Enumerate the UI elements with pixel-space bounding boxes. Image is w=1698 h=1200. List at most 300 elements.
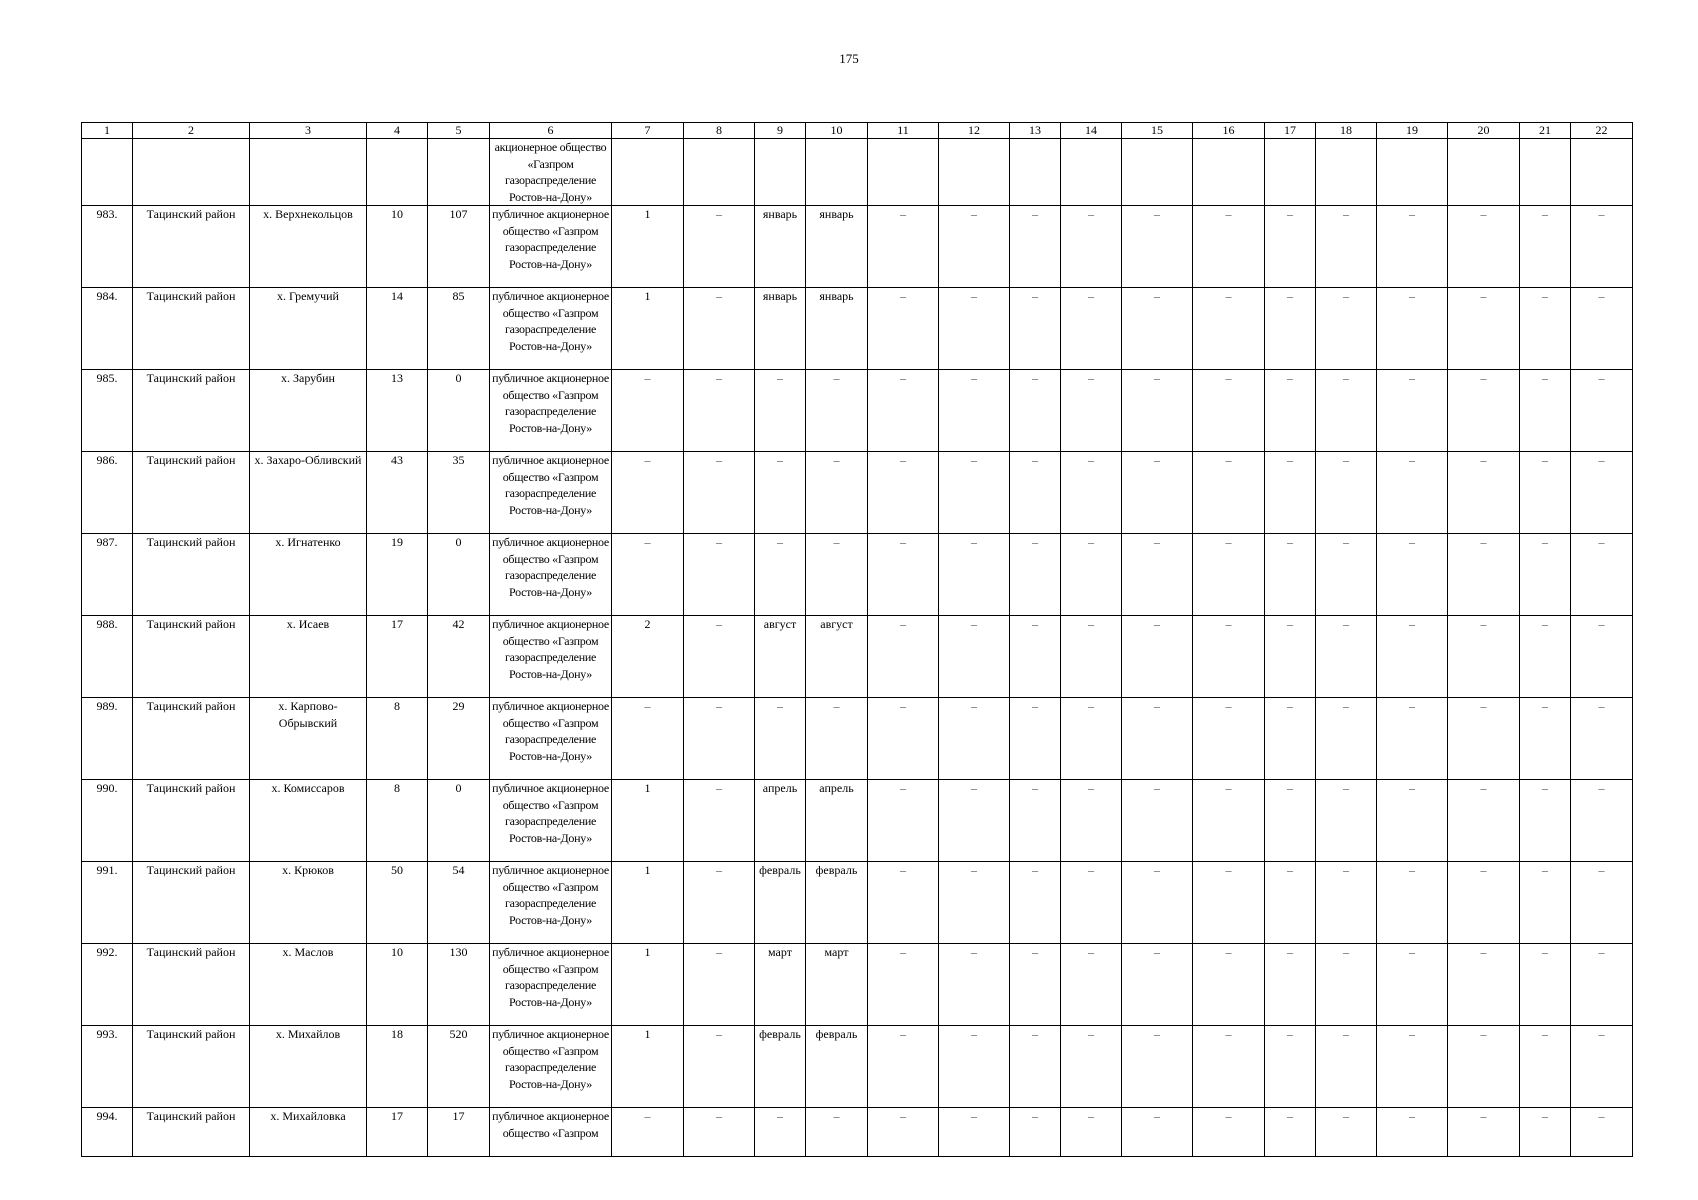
column-4-cell: 8 (367, 780, 428, 862)
empty-cell (133, 139, 250, 206)
district-cell: Тацинский район (133, 1026, 250, 1108)
row-number-cell: 985. (82, 370, 133, 452)
column-20-cell: – (1448, 534, 1520, 616)
column-15-cell: – (1122, 452, 1193, 534)
column-12-cell: – (939, 452, 1010, 534)
column-19-cell: – (1377, 944, 1448, 1026)
month-start-cell: февраль (755, 1026, 806, 1108)
empty-cell (684, 139, 755, 206)
column-13-cell: – (1010, 534, 1061, 616)
column-18-cell: – (1316, 370, 1377, 452)
column-17-cell: – (1265, 780, 1316, 862)
month-end-cell: февраль (806, 1026, 868, 1108)
column-18-cell: – (1316, 452, 1377, 534)
month-end-cell: – (806, 452, 868, 534)
column-13-cell: – (1010, 780, 1061, 862)
column-15-cell: – (1122, 862, 1193, 944)
month-start-cell: – (755, 1108, 806, 1157)
entity-cell: публичное акционерное общество «Газпром (490, 1108, 612, 1157)
column-7-cell: – (612, 698, 684, 780)
column-17-cell: – (1265, 206, 1316, 288)
column-4-cell: 10 (367, 206, 428, 288)
column-13-cell: – (1010, 1026, 1061, 1108)
column-20-cell: – (1448, 370, 1520, 452)
column-22-cell: – (1571, 780, 1633, 862)
column-header: 14 (1061, 123, 1122, 139)
column-header: 15 (1122, 123, 1193, 139)
column-15-cell: – (1122, 370, 1193, 452)
column-15-cell: – (1122, 1026, 1193, 1108)
month-end-cell: – (806, 1108, 868, 1157)
column-15-cell: – (1122, 780, 1193, 862)
column-16-cell: – (1193, 288, 1265, 370)
month-end-cell: апрель (806, 780, 868, 862)
column-19-cell: – (1377, 452, 1448, 534)
table-row (82, 944, 1633, 1026)
column-header: 9 (755, 123, 806, 139)
entity-cell: публичное акционерное общество «Газпром газораспределение Ростов-на-Дону» (490, 370, 612, 452)
column-16-cell: – (1193, 862, 1265, 944)
column-18-cell: – (1316, 534, 1377, 616)
empty-cell (1448, 139, 1520, 206)
settlement-cell: х. Гремучий (250, 288, 367, 370)
column-16-cell: – (1193, 534, 1265, 616)
column-17-cell: – (1265, 698, 1316, 780)
column-13-cell: – (1010, 370, 1061, 452)
column-17-cell: – (1265, 616, 1316, 698)
column-8-cell: – (684, 534, 755, 616)
column-19-cell: – (1377, 698, 1448, 780)
row-number-cell: 992. (82, 944, 133, 1026)
row-number-cell: 984. (82, 288, 133, 370)
column-17-cell: – (1265, 370, 1316, 452)
column-4-cell: 19 (367, 534, 428, 616)
column-21-cell: – (1520, 862, 1571, 944)
column-4-cell: 10 (367, 944, 428, 1026)
column-8-cell: – (684, 206, 755, 288)
continuation-row (82, 139, 1633, 206)
table-row (82, 616, 1633, 698)
column-14-cell: – (1061, 452, 1122, 534)
column-20-cell: – (1448, 698, 1520, 780)
district-cell: Тацинский район (133, 452, 250, 534)
column-18-cell: – (1316, 780, 1377, 862)
month-end-cell: январь (806, 288, 868, 370)
column-16-cell: – (1193, 944, 1265, 1026)
column-19-cell: – (1377, 534, 1448, 616)
district-cell: Тацинский район (133, 780, 250, 862)
column-5-cell: 130 (428, 944, 490, 1026)
entity-cell: публичное акционерное общество «Газпром газораспределение Ростов-на-Дону» (490, 780, 612, 862)
column-12-cell: – (939, 370, 1010, 452)
column-19-cell: – (1377, 862, 1448, 944)
column-21-cell: – (1520, 616, 1571, 698)
empty-cell (1010, 139, 1061, 206)
settlement-cell: х. Исаев (250, 616, 367, 698)
column-20-cell: – (1448, 1108, 1520, 1157)
column-7-cell: 1 (612, 862, 684, 944)
column-21-cell: – (1520, 1108, 1571, 1157)
entity-cell: публичное акционерное общество «Газпром газораспределение Ростов-на-Дону» (490, 1026, 612, 1108)
settlement-cell: х. Михайлов (250, 1026, 367, 1108)
column-20-cell: – (1448, 944, 1520, 1026)
month-end-cell: январь (806, 206, 868, 288)
column-17-cell: – (1265, 862, 1316, 944)
month-end-cell: февраль (806, 862, 868, 944)
empty-cell (1265, 139, 1316, 206)
month-end-cell: – (806, 370, 868, 452)
table-row (82, 534, 1633, 616)
column-header: 22 (1571, 123, 1633, 139)
column-18-cell: – (1316, 1026, 1377, 1108)
district-cell: Тацинский район (133, 1108, 250, 1157)
column-16-cell: – (1193, 1026, 1265, 1108)
column-header: 4 (367, 123, 428, 139)
month-end-cell: – (806, 534, 868, 616)
month-start-cell: август (755, 616, 806, 698)
entity-cell: публичное акционерное общество «Газпром газораспределение Ростов-на-Дону» (490, 288, 612, 370)
column-13-cell: – (1010, 616, 1061, 698)
entity-cell: публичное акционерное общество «Газпром газораспределение Ростов-на-Дону» (490, 206, 612, 288)
district-cell: Тацинский район (133, 862, 250, 944)
column-22-cell: – (1571, 944, 1633, 1026)
column-4-cell: 13 (367, 370, 428, 452)
column-5-cell: 0 (428, 370, 490, 452)
entity-cell: публичное акционерное общество «Газпром газораспределение Ростов-на-Дону» (490, 862, 612, 944)
column-14-cell: – (1061, 206, 1122, 288)
column-21-cell: – (1520, 698, 1571, 780)
column-14-cell: – (1061, 862, 1122, 944)
column-14-cell: – (1061, 698, 1122, 780)
column-20-cell: – (1448, 1026, 1520, 1108)
empty-cell (1122, 139, 1193, 206)
column-22-cell: – (1571, 206, 1633, 288)
column-21-cell: – (1520, 1026, 1571, 1108)
entity-cell: публичное акционерное общество «Газпром газораспределение Ростов-на-Дону» (490, 944, 612, 1026)
column-14-cell: – (1061, 1108, 1122, 1157)
column-15-cell: – (1122, 1108, 1193, 1157)
column-22-cell: – (1571, 1108, 1633, 1157)
column-header: 7 (612, 123, 684, 139)
column-22-cell: – (1571, 452, 1633, 534)
column-22-cell: – (1571, 862, 1633, 944)
continuation-entity-cell: акционерное общество «Газпром газораспределение Ростов-на-Дону» (490, 139, 612, 206)
month-end-cell: март (806, 944, 868, 1026)
column-5-cell: 35 (428, 452, 490, 534)
column-22-cell: – (1571, 534, 1633, 616)
column-22-cell: – (1571, 288, 1633, 370)
district-cell: Тацинский район (133, 698, 250, 780)
column-header: 21 (1520, 123, 1571, 139)
table-row (82, 206, 1633, 288)
column-header: 19 (1377, 123, 1448, 139)
column-8-cell: – (684, 616, 755, 698)
month-start-cell: февраль (755, 862, 806, 944)
column-8-cell: – (684, 698, 755, 780)
column-18-cell: – (1316, 862, 1377, 944)
column-header: 5 (428, 123, 490, 139)
table-row (82, 370, 1633, 452)
column-8-cell: – (684, 370, 755, 452)
table-row (82, 288, 1633, 370)
column-21-cell: – (1520, 206, 1571, 288)
column-21-cell: – (1520, 452, 1571, 534)
column-17-cell: – (1265, 944, 1316, 1026)
settlement-cell: х. Маслов (250, 944, 367, 1026)
entity-cell: публичное акционерное общество «Газпром газораспределение Ростов-на-Дону» (490, 616, 612, 698)
column-5-cell: 17 (428, 1108, 490, 1157)
table-row (82, 780, 1633, 862)
column-8-cell: – (684, 944, 755, 1026)
entity-cell: публичное акционерное общество «Газпром газораспределение Ростов-на-Дону» (490, 452, 612, 534)
column-13-cell: – (1010, 288, 1061, 370)
header-row (82, 123, 1633, 139)
settlement-cell: х. Захаро-Обливский (250, 452, 367, 534)
column-17-cell: – (1265, 1108, 1316, 1157)
column-16-cell: – (1193, 452, 1265, 534)
column-8-cell: – (684, 780, 755, 862)
column-19-cell: – (1377, 370, 1448, 452)
column-17-cell: – (1265, 1026, 1316, 1108)
column-4-cell: 17 (367, 1108, 428, 1157)
settlement-cell: х. Комиссаров (250, 780, 367, 862)
column-15-cell: – (1122, 616, 1193, 698)
entity-cell: публичное акционерное общество «Газпром газораспределение Ростов-на-Дону» (490, 698, 612, 780)
month-end-cell: август (806, 616, 868, 698)
row-number-cell: 987. (82, 534, 133, 616)
column-12-cell: – (939, 862, 1010, 944)
column-13-cell: – (1010, 698, 1061, 780)
table-row (82, 1026, 1633, 1108)
month-start-cell: – (755, 370, 806, 452)
empty-cell (868, 139, 939, 206)
column-20-cell: – (1448, 452, 1520, 534)
column-11-cell: – (868, 944, 939, 1026)
empty-cell (1571, 139, 1633, 206)
month-start-cell: январь (755, 288, 806, 370)
column-4-cell: 17 (367, 616, 428, 698)
column-header: 11 (868, 123, 939, 139)
column-header: 18 (1316, 123, 1377, 139)
column-7-cell: 1 (612, 780, 684, 862)
empty-cell (1193, 139, 1265, 206)
district-cell: Тацинский район (133, 206, 250, 288)
column-21-cell: – (1520, 370, 1571, 452)
column-header: 13 (1010, 123, 1061, 139)
column-14-cell: – (1061, 944, 1122, 1026)
column-11-cell: – (868, 862, 939, 944)
column-14-cell: – (1061, 534, 1122, 616)
column-13-cell: – (1010, 862, 1061, 944)
column-17-cell: – (1265, 288, 1316, 370)
column-14-cell: – (1061, 780, 1122, 862)
column-16-cell: – (1193, 1108, 1265, 1157)
column-19-cell: – (1377, 780, 1448, 862)
settlement-cell: х. Игнатенко (250, 534, 367, 616)
column-7-cell: – (612, 534, 684, 616)
column-18-cell: – (1316, 698, 1377, 780)
empty-cell (1520, 139, 1571, 206)
column-8-cell: – (684, 1026, 755, 1108)
column-11-cell: – (868, 698, 939, 780)
column-header: 6 (490, 123, 612, 139)
column-14-cell: – (1061, 370, 1122, 452)
column-11-cell: – (868, 370, 939, 452)
month-start-cell: – (755, 698, 806, 780)
column-7-cell: – (612, 370, 684, 452)
row-number-cell: 986. (82, 452, 133, 534)
column-header: 8 (684, 123, 755, 139)
month-start-cell: – (755, 534, 806, 616)
column-8-cell: – (684, 1108, 755, 1157)
column-11-cell: – (868, 206, 939, 288)
column-12-cell: – (939, 780, 1010, 862)
district-cell: Тацинский район (133, 534, 250, 616)
column-4-cell: 18 (367, 1026, 428, 1108)
row-number-cell: 990. (82, 780, 133, 862)
table-row (82, 452, 1633, 534)
empty-cell (755, 139, 806, 206)
column-7-cell: – (612, 1108, 684, 1157)
column-7-cell: 2 (612, 616, 684, 698)
column-14-cell: – (1061, 616, 1122, 698)
column-12-cell: – (939, 1108, 1010, 1157)
column-12-cell: – (939, 616, 1010, 698)
column-11-cell: – (868, 1026, 939, 1108)
column-15-cell: – (1122, 698, 1193, 780)
settlement-cell: х. Крюков (250, 862, 367, 944)
column-4-cell: 50 (367, 862, 428, 944)
column-5-cell: 29 (428, 698, 490, 780)
column-20-cell: – (1448, 288, 1520, 370)
column-22-cell: – (1571, 1026, 1633, 1108)
empty-cell (1061, 139, 1122, 206)
empty-cell (1377, 139, 1448, 206)
column-5-cell: 0 (428, 780, 490, 862)
district-cell: Тацинский район (133, 370, 250, 452)
column-7-cell: 1 (612, 288, 684, 370)
column-12-cell: – (939, 288, 1010, 370)
column-16-cell: – (1193, 206, 1265, 288)
settlement-cell: х. Верхнекольцов (250, 206, 367, 288)
column-18-cell: – (1316, 288, 1377, 370)
table-body (82, 123, 1633, 1157)
empty-cell (367, 139, 428, 206)
empty-cell (428, 139, 490, 206)
settlement-cell: х. Зарубин (250, 370, 367, 452)
column-19-cell: – (1377, 288, 1448, 370)
district-cell: Тацинский район (133, 288, 250, 370)
column-5-cell: 85 (428, 288, 490, 370)
column-5-cell: 107 (428, 206, 490, 288)
column-21-cell: – (1520, 780, 1571, 862)
column-11-cell: – (868, 780, 939, 862)
month-end-cell: – (806, 698, 868, 780)
empty-cell (250, 139, 367, 206)
column-19-cell: – (1377, 616, 1448, 698)
month-start-cell: апрель (755, 780, 806, 862)
column-header: 12 (939, 123, 1010, 139)
column-15-cell: – (1122, 288, 1193, 370)
column-20-cell: – (1448, 616, 1520, 698)
column-11-cell: – (868, 288, 939, 370)
column-7-cell: 1 (612, 944, 684, 1026)
settlement-cell: х. Михайловка (250, 1108, 367, 1157)
district-cell: Тацинский район (133, 944, 250, 1026)
column-11-cell: – (868, 616, 939, 698)
column-5-cell: 54 (428, 862, 490, 944)
empty-cell (612, 139, 684, 206)
column-12-cell: – (939, 534, 1010, 616)
column-22-cell: – (1571, 370, 1633, 452)
column-7-cell: 1 (612, 206, 684, 288)
column-22-cell: – (1571, 616, 1633, 698)
page-number: 175 (839, 51, 859, 66)
column-12-cell: – (939, 206, 1010, 288)
column-22-cell: – (1571, 698, 1633, 780)
table-row (82, 1108, 1633, 1157)
settlement-cell: х. Карпово-Обрывский (250, 698, 367, 780)
empty-cell (939, 139, 1010, 206)
column-17-cell: – (1265, 452, 1316, 534)
column-header: 17 (1265, 123, 1316, 139)
column-21-cell: – (1520, 288, 1571, 370)
column-13-cell: – (1010, 1108, 1061, 1157)
month-start-cell: – (755, 452, 806, 534)
table-row (82, 698, 1633, 780)
column-20-cell: – (1448, 780, 1520, 862)
data-table (81, 122, 1633, 1157)
column-14-cell: – (1061, 1026, 1122, 1108)
column-16-cell: – (1193, 780, 1265, 862)
column-21-cell: – (1520, 534, 1571, 616)
column-5-cell: 0 (428, 534, 490, 616)
column-13-cell: – (1010, 944, 1061, 1026)
column-11-cell: – (868, 452, 939, 534)
column-header: 16 (1193, 123, 1265, 139)
column-14-cell: – (1061, 288, 1122, 370)
empty-cell (1316, 139, 1377, 206)
column-18-cell: – (1316, 206, 1377, 288)
column-16-cell: – (1193, 370, 1265, 452)
column-header: 10 (806, 123, 868, 139)
column-16-cell: – (1193, 698, 1265, 780)
empty-cell (82, 139, 133, 206)
column-7-cell: 1 (612, 1026, 684, 1108)
row-number-cell: 988. (82, 616, 133, 698)
column-12-cell: – (939, 698, 1010, 780)
column-5-cell: 42 (428, 616, 490, 698)
row-number-cell: 989. (82, 698, 133, 780)
column-20-cell: – (1448, 206, 1520, 288)
table-row (82, 862, 1633, 944)
column-19-cell: – (1377, 1026, 1448, 1108)
row-number-cell: 983. (82, 206, 133, 288)
column-18-cell: – (1316, 944, 1377, 1026)
column-7-cell: – (612, 452, 684, 534)
column-12-cell: – (939, 944, 1010, 1026)
column-13-cell: – (1010, 206, 1061, 288)
column-15-cell: – (1122, 534, 1193, 616)
column-15-cell: – (1122, 206, 1193, 288)
column-13-cell: – (1010, 452, 1061, 534)
row-number-cell: 994. (82, 1108, 133, 1157)
month-start-cell: январь (755, 206, 806, 288)
empty-cell (806, 139, 868, 206)
column-4-cell: 43 (367, 452, 428, 534)
column-19-cell: – (1377, 206, 1448, 288)
column-header: 20 (1448, 123, 1520, 139)
